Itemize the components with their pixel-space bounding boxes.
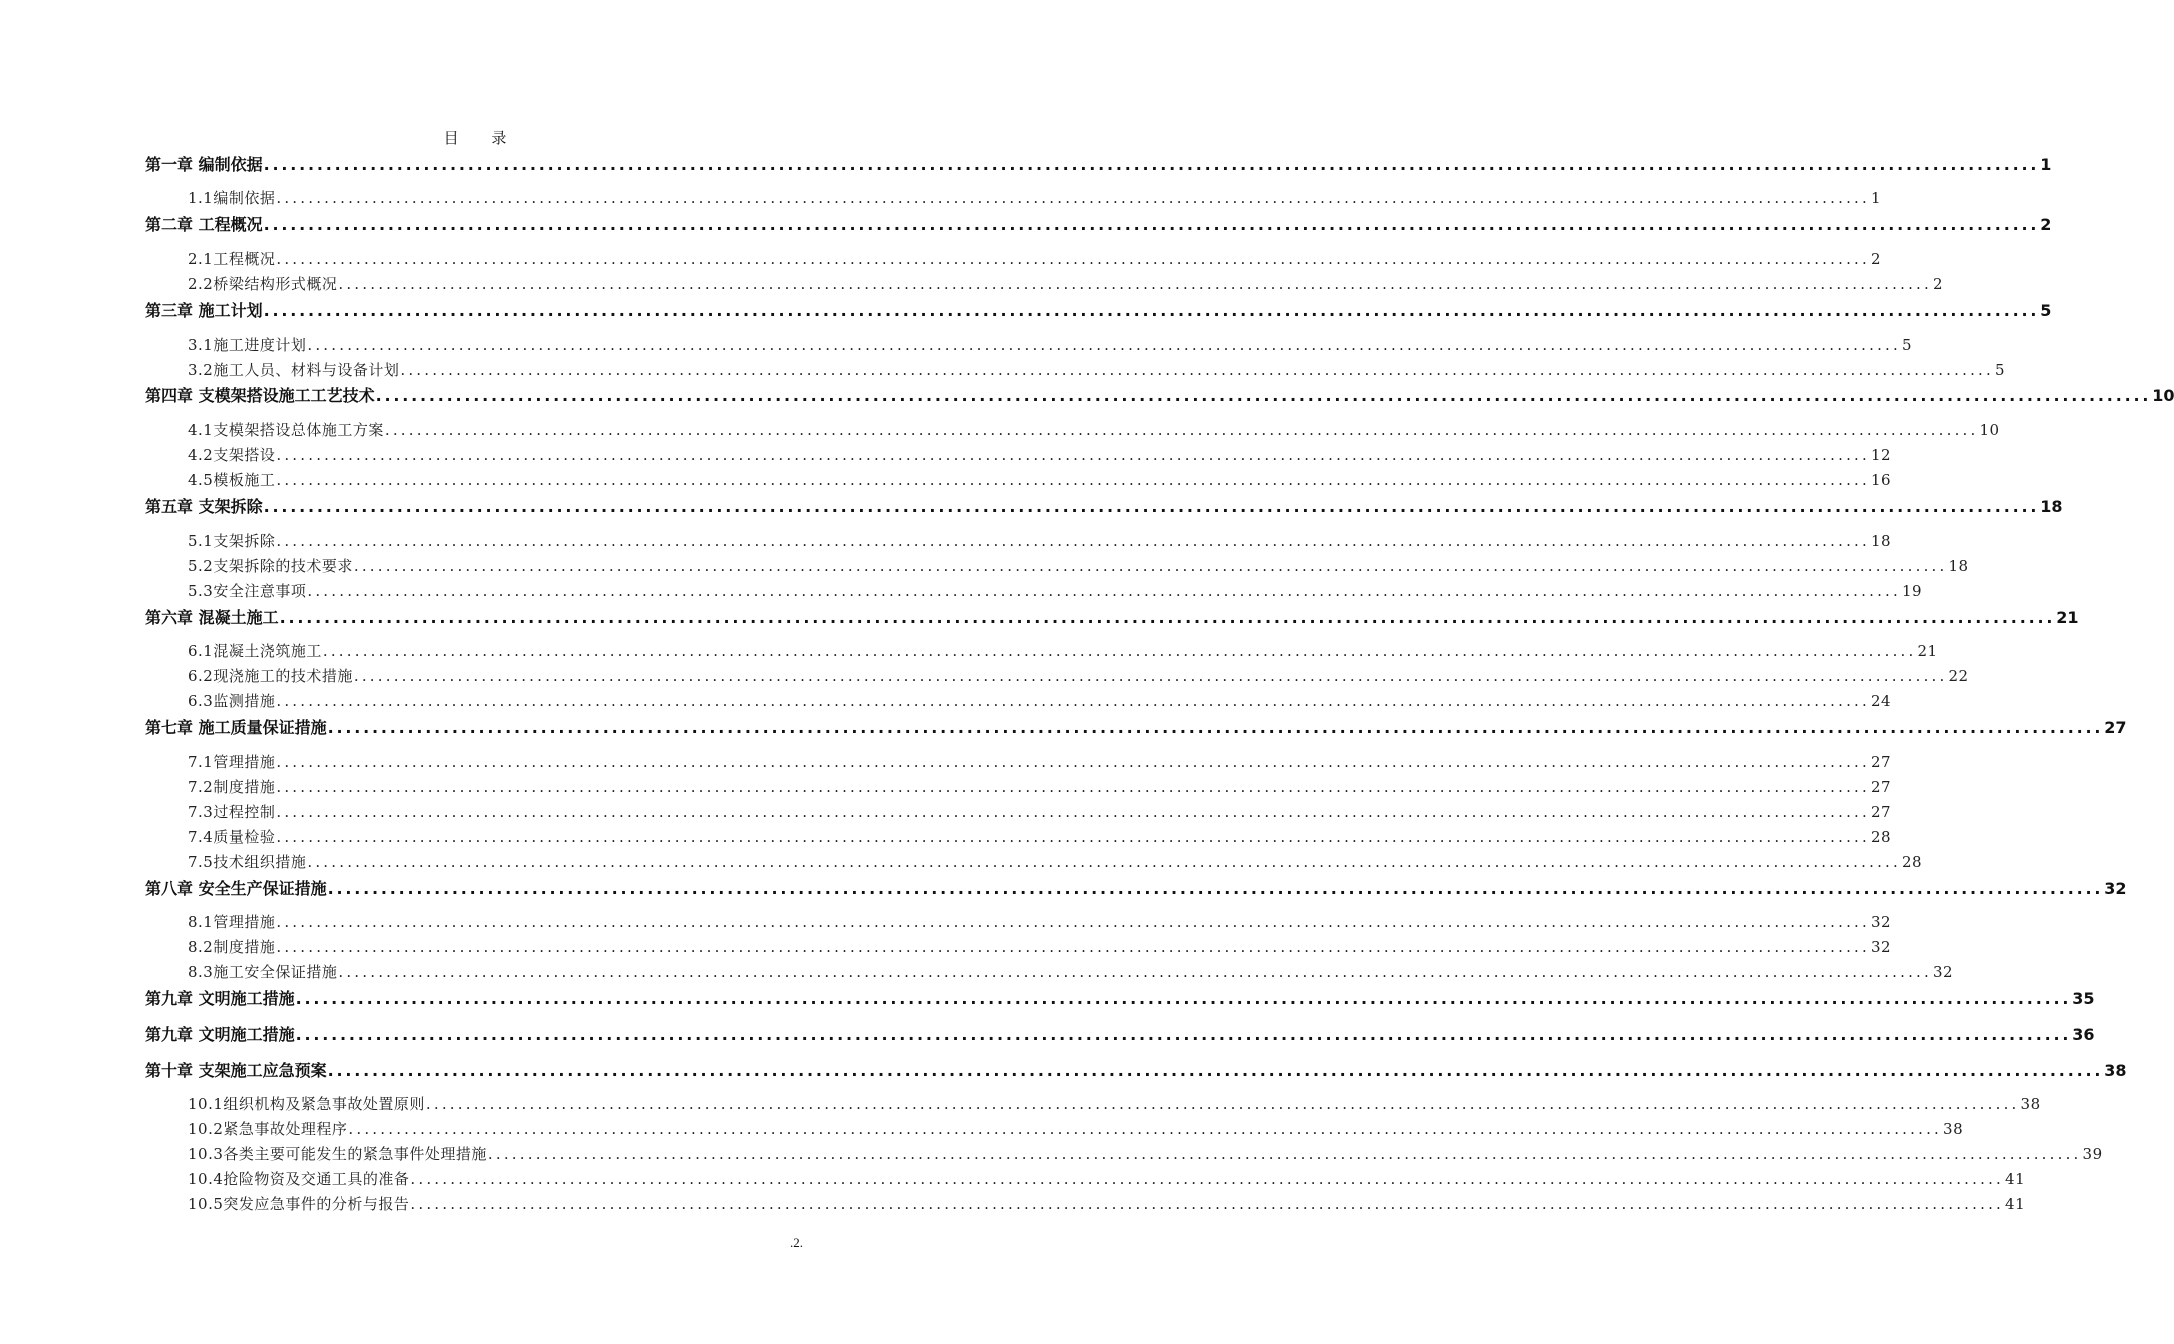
toc-dot-leader: ........................................................................................................................................................................................................ bbox=[276, 753, 1870, 771]
toc-entry-label: 4.5模板施工 bbox=[188, 471, 276, 489]
toc-section-entry[interactable] bbox=[188, 273, 1944, 293]
toc-section-entry[interactable] bbox=[188, 248, 1882, 268]
toc-page-number: 24 bbox=[1870, 692, 1892, 710]
toc-title: 目 录 bbox=[443, 129, 521, 147]
toc-page-number: 41 bbox=[2005, 1195, 2026, 1213]
toc-section-entry[interactable] bbox=[188, 826, 1892, 846]
toc-section-entry[interactable] bbox=[188, 580, 1923, 600]
toc-dot-leader: ........................................................................................................................................................................................................ bbox=[410, 1170, 2005, 1188]
toc-dot-leader: ........................................................................................................................................................................................................ bbox=[263, 301, 2040, 320]
toc-entry-label: 5.3安全注意事项 bbox=[188, 582, 307, 600]
toc-section-entry[interactable] bbox=[188, 751, 1892, 771]
toc-page-number: 5 bbox=[1901, 336, 1913, 354]
toc-chapter-entry[interactable] bbox=[145, 876, 2127, 898]
toc-dot-leader: ........................................................................................................................................................................................................ bbox=[338, 275, 1932, 293]
toc-dot-leader: ........................................................................................................................................................................................................ bbox=[276, 828, 1870, 846]
toc-entry-label: 10.2紧急事故处理程序 bbox=[188, 1120, 348, 1138]
toc-entry-label: 3.1施工进度计划 bbox=[188, 336, 307, 354]
toc-dot-leader: ........................................................................................................................................................................................................ bbox=[276, 692, 1870, 710]
toc-page-number: 16 bbox=[1870, 471, 1892, 489]
toc-chapter-entry[interactable] bbox=[145, 212, 2052, 234]
toc-entry-label: 第九章 文明施工措施 bbox=[145, 989, 295, 1008]
toc-dot-leader: ........................................................................................................................................................................................................ bbox=[307, 582, 1901, 600]
toc-entry-label: 1.1编制依据 bbox=[188, 189, 276, 207]
toc-entry-label: 第五章 支架拆除 bbox=[145, 497, 263, 516]
toc-entry-label: 第六章 混凝土施工 bbox=[145, 608, 279, 627]
toc-dot-leader: ........................................................................................................................................................................................................ bbox=[348, 1120, 1943, 1138]
toc-page-number: 28 bbox=[1870, 828, 1892, 846]
toc-entry-label: 10.4抢险物资及交通工具的准备 bbox=[188, 1170, 410, 1188]
toc-dot-leader: ........................................................................................................................................................................................................ bbox=[327, 718, 2104, 737]
toc-section-entry[interactable] bbox=[188, 1118, 1964, 1138]
toc-entry-label: 7.3过程控制 bbox=[188, 803, 276, 821]
toc-page-number: 27 bbox=[1870, 753, 1892, 771]
toc-entry-label: 第三章 施工计划 bbox=[145, 301, 263, 320]
toc-page-number: 2 bbox=[1932, 275, 1944, 293]
toc-entry-label: 第九章 文明施工措施 bbox=[145, 1025, 295, 1044]
toc-dot-leader: ........................................................................................................................................................................................................ bbox=[263, 215, 2040, 234]
toc-section-entry[interactable] bbox=[188, 444, 1892, 464]
toc-page-number: 38 bbox=[2104, 1061, 2127, 1080]
toc-dot-leader: ........................................................................................................................................................................................................ bbox=[307, 853, 1901, 871]
toc-chapter-entry[interactable] bbox=[145, 383, 2174, 405]
toc-chapter-entry[interactable] bbox=[145, 1058, 2127, 1080]
toc-section-entry[interactable] bbox=[188, 359, 2006, 379]
toc-page-number: 10 bbox=[1979, 421, 2000, 439]
toc-section-entry[interactable] bbox=[188, 1093, 2041, 1113]
toc-page-number: 2 bbox=[1870, 250, 1882, 268]
toc-section-entry[interactable] bbox=[188, 851, 1923, 871]
toc-dot-leader: ........................................................................................................................................................................................................ bbox=[487, 1145, 2082, 1163]
toc-entry-label: 第十章 支架施工应急预案 bbox=[145, 1061, 327, 1080]
toc-dot-leader: ........................................................................................................................................................................................................ bbox=[375, 386, 2152, 405]
toc-dot-leader: ........................................................................................................................................................................................................ bbox=[276, 446, 1870, 464]
toc-dot-leader: ........................................................................................................................................................................................................ bbox=[276, 913, 1870, 931]
toc-dot-leader: ........................................................................................................................................................................................................ bbox=[276, 778, 1870, 796]
toc-section-entry[interactable] bbox=[188, 469, 1892, 489]
toc-section-entry[interactable] bbox=[188, 555, 1969, 575]
toc-entry-label: 2.1工程概况 bbox=[188, 250, 276, 268]
toc-entry-label: 第二章 工程概况 bbox=[145, 215, 263, 234]
toc-entry-label: 8.3施工安全保证措施 bbox=[188, 963, 338, 981]
toc-chapter-entry[interactable] bbox=[145, 152, 2052, 174]
toc-entry-label: 4.2支架搭设 bbox=[188, 446, 276, 464]
toc-dot-leader: ........................................................................................................................................................................................................ bbox=[276, 938, 1870, 956]
toc-page-number: 5 bbox=[2040, 301, 2052, 320]
toc-page-number: 32 bbox=[2104, 879, 2127, 898]
toc-dot-leader: ........................................................................................................................................................................................................ bbox=[276, 803, 1870, 821]
toc-dot-leader: ........................................................................................................................................................................................................ bbox=[295, 989, 2072, 1008]
toc-page-number: 32 bbox=[1932, 963, 1954, 981]
toc-chapter-entry[interactable] bbox=[145, 986, 2095, 1008]
toc-section-entry[interactable] bbox=[188, 1143, 2103, 1163]
toc-page-number: 1 bbox=[1870, 189, 1882, 207]
toc-dot-leader: ........................................................................................................................................................................................................ bbox=[279, 608, 2056, 627]
toc-dot-leader: ........................................................................................................................................................................................................ bbox=[276, 250, 1870, 268]
toc-page-number: 32 bbox=[1870, 913, 1892, 931]
toc-entry-label: 10.1组织机构及紧急事故处置原则 bbox=[188, 1095, 425, 1113]
toc-entry-label: 10.5突发应急事件的分析与报告 bbox=[188, 1195, 410, 1213]
toc-chapter-entry[interactable] bbox=[145, 715, 2127, 737]
toc-entry-label: 6.1混凝土浇筑施工 bbox=[188, 642, 322, 660]
toc-dot-leader: ........................................................................................................................................................................................................ bbox=[295, 1025, 2072, 1044]
toc-page-number: 27 bbox=[1870, 778, 1892, 796]
toc-section-entry[interactable] bbox=[188, 187, 1882, 207]
toc-page-number: 12 bbox=[1870, 446, 1892, 464]
toc-entry-label: 6.2现浇施工的技术措施 bbox=[188, 667, 353, 685]
toc-entry-label: 第八章 安全生产保证措施 bbox=[145, 879, 327, 898]
toc-page-number: 39 bbox=[2082, 1145, 2103, 1163]
toc-dot-leader: ........................................................................................................................................................................................................ bbox=[384, 421, 1979, 439]
toc-section-entry[interactable] bbox=[188, 911, 1892, 931]
toc-page-number: 38 bbox=[1943, 1120, 1964, 1138]
toc-entry-label: 5.1支架拆除 bbox=[188, 532, 276, 550]
toc-page-number: 18 bbox=[2040, 497, 2063, 516]
toc-page-number: 21 bbox=[2056, 608, 2079, 627]
toc-entry-label: 8.1管理措施 bbox=[188, 913, 276, 931]
toc-entry-label: 4.1支模架搭设总体施工方案 bbox=[188, 421, 384, 439]
toc-entry-label: 第七章 施工质量保证措施 bbox=[145, 718, 327, 737]
toc-dot-leader: ........................................................................................................................................................................................................ bbox=[400, 361, 1994, 379]
toc-section-entry[interactable] bbox=[188, 690, 1892, 710]
toc-page-number: 27 bbox=[2104, 718, 2127, 737]
toc-section-entry[interactable] bbox=[188, 1193, 2026, 1213]
page-number-footer: .2. bbox=[790, 1235, 803, 1250]
toc-page-number: 28 bbox=[1901, 853, 1923, 871]
toc-section-entry[interactable] bbox=[188, 961, 1954, 981]
toc-entry-label: 8.2制度措施 bbox=[188, 938, 276, 956]
toc-entry-label: 第四章 支模架搭设施工工艺技术 bbox=[145, 386, 375, 405]
toc-dot-leader: ........................................................................................................................................................................................................ bbox=[327, 879, 2104, 898]
toc-section-entry[interactable] bbox=[188, 530, 1892, 550]
toc-entry-label: 7.5技术组织措施 bbox=[188, 853, 307, 871]
toc-section-entry[interactable] bbox=[188, 640, 1938, 660]
toc-dot-leader: ........................................................................................................................................................................................................ bbox=[276, 189, 1870, 207]
toc-page-number: 32 bbox=[1870, 938, 1892, 956]
toc-page-number: 35 bbox=[2072, 989, 2095, 1008]
toc-page-number: 21 bbox=[1917, 642, 1938, 660]
toc-chapter-entry[interactable] bbox=[145, 298, 2052, 320]
toc-section-entry[interactable] bbox=[188, 334, 1913, 354]
toc-chapter-entry[interactable] bbox=[145, 1022, 2095, 1044]
toc-entry-label: 7.2制度措施 bbox=[188, 778, 276, 796]
toc-page-number: 1 bbox=[2040, 155, 2052, 174]
toc-dot-leader: ........................................................................................................................................................................................................ bbox=[276, 532, 1870, 550]
toc-section-entry[interactable] bbox=[188, 1168, 2026, 1188]
toc-entry-label: 7.1管理措施 bbox=[188, 753, 276, 771]
toc-dot-leader: ........................................................................................................................................................................................................ bbox=[353, 667, 1948, 685]
toc-dot-leader: ........................................................................................................................................................................................................ bbox=[322, 642, 1917, 660]
toc-dot-leader: ........................................................................................................................................................................................................ bbox=[327, 1061, 2104, 1080]
toc-page-number: 18 bbox=[1948, 557, 1969, 575]
toc-dot-leader: ........................................................................................................................................................................................................ bbox=[338, 963, 1932, 981]
toc-section-entry[interactable] bbox=[188, 936, 1892, 956]
toc-page-number: 10 bbox=[2152, 386, 2174, 405]
toc-page-number: 36 bbox=[2072, 1025, 2095, 1044]
toc-page-number: 2 bbox=[2040, 215, 2052, 234]
toc-section-entry[interactable] bbox=[188, 665, 1969, 685]
toc-page-number: 38 bbox=[2020, 1095, 2041, 1113]
toc-dot-leader: ........................................................................................................................................................................................................ bbox=[425, 1095, 2020, 1113]
toc-chapter-entry[interactable] bbox=[145, 605, 2079, 627]
toc-chapter-entry[interactable] bbox=[145, 494, 2063, 516]
toc-section-entry[interactable] bbox=[188, 419, 2000, 439]
toc-entry-label: 第一章 编制依据 bbox=[145, 155, 263, 174]
toc-dot-leader: ........................................................................................................................................................................................................ bbox=[263, 497, 2040, 516]
toc-dot-leader: ........................................................................................................................................................................................................ bbox=[307, 336, 1901, 354]
toc-dot-leader: ........................................................................................................................................................................................................ bbox=[410, 1195, 2005, 1213]
toc-page-number: 18 bbox=[1870, 532, 1892, 550]
toc-page-number: 27 bbox=[1870, 803, 1892, 821]
toc-page-number: 41 bbox=[2005, 1170, 2026, 1188]
toc-section-entry[interactable] bbox=[188, 776, 1892, 796]
toc-dot-leader: ........................................................................................................................................................................................................ bbox=[276, 471, 1870, 489]
toc-entry-label: 3.2施工人员、材料与设备计划 bbox=[188, 361, 400, 379]
toc-page-number: 22 bbox=[1948, 667, 1969, 685]
toc-page-number: 5 bbox=[1994, 361, 2006, 379]
toc-entry-label: 10.3各类主要可能发生的紧急事件处理措施 bbox=[188, 1145, 487, 1163]
toc-section-entry[interactable] bbox=[188, 801, 1892, 821]
toc-entry-label: 6.3监测措施 bbox=[188, 692, 276, 710]
toc-page-number: 19 bbox=[1901, 582, 1923, 600]
toc-dot-leader: ........................................................................................................................................................................................................ bbox=[353, 557, 1948, 575]
toc-entry-label: 7.4质量检验 bbox=[188, 828, 276, 846]
toc-entry-label: 5.2支架拆除的技术要求 bbox=[188, 557, 353, 575]
toc-entry-label: 2.2桥梁结构形式概况 bbox=[188, 275, 338, 293]
toc-dot-leader: ........................................................................................................................................................................................................ bbox=[263, 155, 2040, 174]
